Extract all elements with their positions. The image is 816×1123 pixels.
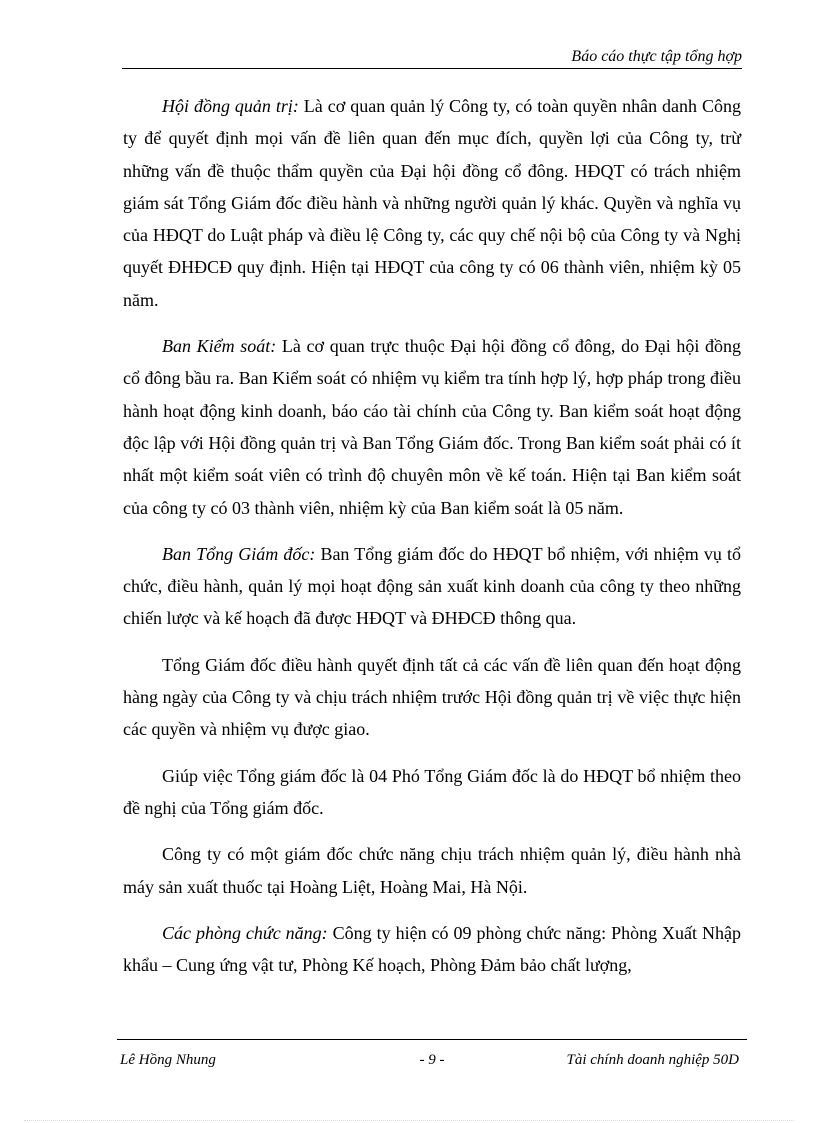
document-body bbox=[123, 90, 741, 995]
footer-class-name: Tài chính doanh nghiệp 50D bbox=[566, 1052, 739, 1068]
paragraph-executive-board bbox=[123, 538, 741, 635]
paragraph-lead: Ban Tổng Giám đốc: bbox=[162, 543, 316, 564]
paragraph-text: Tổng Giám đốc điều hành quyết định tất cả các vấn đề liên quan đến hoạt động hàng ngày của Công ty và chịu trách nhiệm trước Hội đồng quản trị về việc thực hiện các quyền và nhiệm vụ được giao. bbox=[123, 654, 741, 740]
page-footer bbox=[117, 1039, 747, 1070]
paragraph-lead: Các phòng chức năng: bbox=[162, 922, 328, 943]
paragraph-text: Là cơ quan trực thuộc Đại hội đồng cổ đông, do Đại hội đồng cổ đông bầu ra. Ban Kiểm soát có nhiệm vụ kiểm tra tính hợp lý, hợp pháp trong điều hành hoạt động kinh doanh, báo cáo tài chính của Công ty. Ban kiểm soát hoạt động độc lập với Hội đồng quản trị và Ban Tổng Giám đốc. Trong Ban kiểm soát phải có ít nhất một kiểm soát viên có trình độ chuyên môn về kế toán. Hiện tại Ban kiểm soát của công ty có 03 thành viên, nhiệm kỳ của Ban kiểm soát là 05 năm. bbox=[123, 336, 741, 518]
paragraph-deputy-directors bbox=[123, 760, 741, 825]
footer-author: Lê Hồng Nhung bbox=[120, 1052, 216, 1068]
page-edge-divider bbox=[24, 1120, 794, 1121]
paragraph-factory-director bbox=[123, 838, 741, 903]
paragraph-text: Là cơ quan quản lý Công ty, có toàn quyền nhân danh Công ty để quyết định mọi vấn đề liên quan đến mục đích, quyền lợi của Công ty, trừ những vấn đề thuộc thẩm quyền của Đại hội đồng cổ đông. HĐQT có trách nhiệm giám sát Tổng Giám đốc điều hành và những người quản lý khác. Quyền và nghĩa vụ của HĐQT do Luật pháp và điều lệ Công ty, các quy chế nội bộ của Công ty và Nghị quyết ĐHĐCĐ quy định. Hiện tại HĐQT của công ty có 06 thành viên, nhiệm kỳ 05 năm. bbox=[123, 96, 741, 310]
paragraph-functional-departments bbox=[123, 917, 741, 982]
paragraph-general-director bbox=[123, 649, 741, 746]
header-title: Báo cáo thực tập tổng hợp bbox=[571, 48, 742, 65]
paragraph-lead: Hội đồng quản trị: bbox=[162, 96, 299, 116]
paragraph-text: Giúp việc Tổng giám đốc là 04 Phó Tổng Giám đốc là do HĐQT bổ nhiệm theo đề nghị của Tổng giám đốc. bbox=[123, 765, 741, 818]
footer-page-number: - 9 - bbox=[419, 1052, 445, 1068]
paragraph-board-of-directors bbox=[123, 90, 741, 316]
paragraph-lead: Ban Kiểm soát: bbox=[162, 336, 277, 357]
page-header bbox=[122, 40, 742, 69]
paragraph-text: Công ty có một giám đốc chức năng chịu trách nhiệm quản lý, điều hành nhà máy sản xuất thuốc tại Hoàng Liệt, Hoàng Mai, Hà Nội. bbox=[123, 844, 741, 897]
paragraph-text: Ban Tổng giám đốc do HĐQT bổ nhiệm, với nhiệm vụ tổ chức, điều hành, quản lý mọi hoạt động sản xuất kinh doanh của công ty theo những chiến lược và kế hoạch đã được HĐQT và ĐHĐCĐ thông qua. bbox=[123, 543, 741, 629]
paragraph-supervisory-board bbox=[123, 330, 741, 524]
paragraph-text: Công ty hiện có 09 phòng chức năng: Phòng Xuất Nhập khẩu – Cung ứng vật tư, Phòng Kế hoạch, Phòng Đảm bảo chất lượng, bbox=[123, 922, 741, 976]
